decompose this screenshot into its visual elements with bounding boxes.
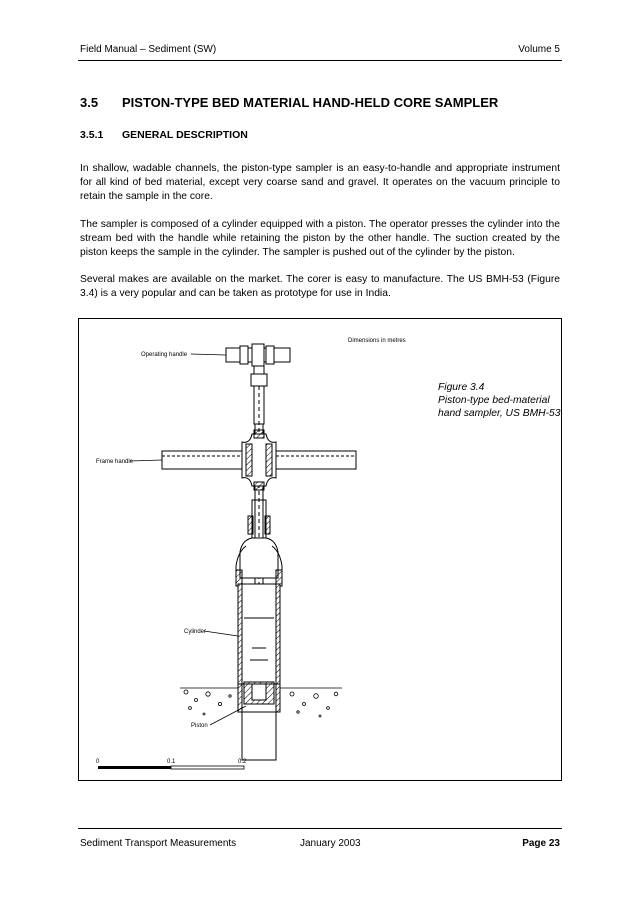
running-header-volume: Volume 5 — [518, 44, 560, 55]
scale-label-0-1: 0.1 — [167, 759, 176, 765]
dimensions-note: Dimensions in metres — [348, 338, 406, 344]
subsection-title: GENERAL DESCRIPTION — [122, 129, 248, 141]
figure-caption-text: Piston-type bed-material hand sampler, US BMH-53 — [438, 395, 561, 419]
footer-title: Sediment Transport Measurements — [80, 838, 237, 849]
label-frame-handle: Frame handle — [96, 459, 134, 465]
header-rule — [78, 60, 562, 61]
leader-operating-handle — [191, 354, 226, 355]
piston — [244, 682, 274, 704]
leader-frame-handle — [130, 460, 162, 461]
footer-date: January 2003 — [300, 838, 361, 849]
subsection-number: 3.5.1 — [80, 129, 104, 141]
paragraph-3: Several makes are available on the market. The corer is easy to manufacture. The US BMH-53 (Figure 3.4) is a very popular and can be taken as prototype for use in India. — [80, 274, 560, 299]
running-header-title: Field Manual – Sediment (SW) — [80, 44, 217, 55]
label-piston: Piston — [191, 723, 208, 729]
footer-rule — [78, 828, 562, 829]
scale-bar — [96, 759, 247, 769]
section-number: 3.5 — [80, 95, 99, 110]
figure-caption-number: Figure 3.4 — [438, 382, 485, 393]
section-title: PISTON-TYPE BED MATERIAL HAND-HELD CORE SAMPLER — [122, 95, 499, 110]
label-cylinder: Cylinder — [184, 629, 207, 635]
paragraph-1: In shallow, wadable channels, the piston-type sampler is an easy-to-handle and appropriate instrument for all kind of bed material, except very coarse sand and gravel. It operates on the vacuum principle to retain the sample in the core. — [80, 163, 560, 202]
figure-caption — [438, 381, 563, 420]
scale-label-0-2: 0.2 — [238, 759, 247, 765]
label-operating-handle: Operating handle — [141, 352, 188, 358]
page-number: Page 23 — [522, 838, 560, 849]
leader-cylinder — [204, 631, 238, 636]
leader-piston — [210, 706, 246, 725]
paragraph-2: The sampler is composed of a cylinder equipped with a piston. The operator presses the cylinder into the stream bed with the handle while retaining the piston by the other handle. The suction created by the piston keeps the sample in the cylinder. The sampler is pushed out of the cylinder by the piston. — [80, 219, 560, 258]
operating-handle — [226, 344, 290, 386]
cylinder-body — [238, 584, 280, 760]
section-heading — [80, 95, 498, 110]
scale-label-0: 0 — [96, 759, 100, 765]
subsection-heading — [80, 129, 248, 141]
frame-handle — [162, 430, 356, 490]
